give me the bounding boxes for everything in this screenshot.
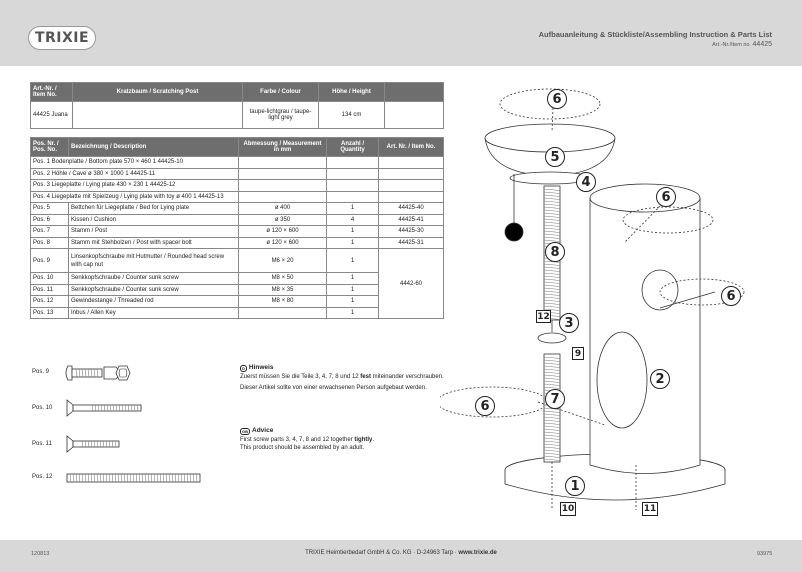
screw-label-11: Pos. 11: [32, 441, 52, 447]
german-flag-icon: D: [242, 365, 245, 371]
product-empty: [385, 102, 444, 129]
countersunk-screw-short-icon: [64, 433, 144, 455]
table-row: Pos. 7 Stamm / Post ø 120 × 600 1 44425-30: [31, 226, 444, 238]
table-row: Pos. 8 Stamm mit Stehbolzen / Post with spacer bolt ø 120 × 600 1 44425-31: [31, 237, 444, 249]
note-text-gb-2: This product should be assembled by an adult.: [240, 445, 365, 451]
brand-name: TRIXIE: [34, 30, 90, 46]
brand-logo: [28, 26, 96, 50]
col-height: Höhe / Height: [319, 83, 385, 102]
table-row: Pos. 5 Bettchen für Liegeplatte / Bed for Lying plate ø 400 1 44425-40: [31, 203, 444, 215]
note-text-de-2: Dieser Artikel sollte von einer erwachsenen Person aufgebaut werden.: [240, 385, 427, 391]
col-desc: Bezeichnung / Description: [69, 138, 239, 157]
cave-top: [590, 184, 700, 212]
screw-label-9: Pos. 9: [32, 369, 50, 375]
product-item-no: 44425 Juana: [31, 102, 73, 129]
callout-2: 2: [650, 369, 670, 389]
countersunk-screw-long-icon: [64, 397, 144, 419]
bottom-plate-edge: [505, 470, 725, 500]
callout-3: 3: [559, 313, 579, 333]
product-height: 134 cm: [319, 102, 385, 129]
article-number: Art.-Nr./Item no. 44425: [712, 41, 772, 48]
cave-body: [590, 198, 700, 474]
screw-label-10: Pos. 10: [32, 405, 53, 411]
table-row: Pos. 9 Linsenkopfschraube mit Hutmutter / Rounded head screw with cap nut M6 × 20 1 4442-60: [31, 249, 444, 273]
table-row: Pos. 3 Liegeplatte / Lying plate 430 × 230 1 44425-12: [31, 180, 444, 192]
footer-bar: [0, 540, 802, 572]
table-row: Pos. 1 Bodenplatte / Bottom plate 570 × 460 1 44425-10: [31, 157, 444, 169]
note-heading-de: D Hinweis: [242, 364, 274, 371]
table-row: Pos. 2 Höhle / Cave ø 380 × 1000 1 44425-11: [31, 168, 444, 180]
website-link[interactable]: www.trixie.de: [458, 550, 497, 556]
table-row: Pos. 11 Senkkopfschraube / Counter sunk screw M8 × 35 1: [31, 284, 444, 296]
screw-label-12: Pos. 12: [32, 474, 53, 480]
table-row: Pos. 6 Kissen / Cushion ø 350 4 44425-41: [31, 214, 444, 226]
note-text-de-1: Zuerst müssen Sie die Teile 3, 4, 7, 8 und 12 fest miteinander verschrauben.: [240, 373, 444, 380]
callout-11: 11: [643, 504, 657, 514]
assembly-diagram: [440, 70, 802, 538]
toy-ball: [505, 223, 523, 241]
merged-item-no: 4442-60: [379, 249, 444, 319]
col-dim: Abmessung / Measurement in mm: [239, 138, 327, 157]
callout-1: 1: [565, 476, 585, 496]
middle-plate: [538, 333, 566, 343]
callout-6: 6: [547, 89, 567, 109]
callout-10: 10: [561, 504, 575, 514]
callout-6: 6: [475, 396, 495, 416]
col-qty: Anzahl / Quantity: [327, 138, 379, 157]
callout-5: 5: [545, 147, 565, 167]
col-item: Art. Nr. / Item No.: [379, 138, 444, 157]
product-colour: taupe-lichtgrau / taupe-light grey: [243, 102, 319, 129]
callout-8: 8: [545, 242, 565, 262]
british-flag-icon: GB: [242, 428, 248, 434]
table-row: Pos. 13 Inbus / Allen Key 1: [31, 307, 444, 319]
footer-company: TRIXIE Heimtierbedarf GmbH & Co. KG · D-24963 Tarp · www.trixie.de: [305, 550, 497, 556]
callout-6: 6: [656, 187, 676, 207]
footer-number: 93975: [757, 551, 773, 557]
threaded-rod-icon: [64, 468, 204, 488]
col-colour: Farbe / Colour: [243, 83, 319, 102]
document-title: Aufbauanleitung & Stückliste/Assembling Instruction & Parts List: [538, 30, 772, 39]
english-note: [240, 427, 450, 453]
callout-9: 9: [572, 347, 584, 360]
col-empty: [385, 83, 444, 102]
table-row: Pos. 10 Senkkopfschraube / Counter sunk screw M8 × 50 1: [31, 273, 444, 285]
col-item-no: Art.-Nr. / Item No.: [31, 83, 73, 102]
note-text-gb-1: First screw parts 3, 4, 7, 8 and 12 together tightly.: [240, 436, 375, 443]
col-name: Kratzbaum / Scratching Post: [73, 83, 243, 102]
callout-4: 4: [576, 172, 596, 192]
col-pos: Pos. Nr. / Pos. No.: [31, 138, 69, 157]
footer-code: 120813: [31, 551, 50, 557]
product-name: [73, 102, 243, 129]
callout-12: 12: [537, 312, 550, 322]
callout-6: 6: [721, 286, 741, 306]
table-row: Pos. 4 Liegeplatte mit Spielzeug / Lying plate with toy ø 400 1 44425-13: [31, 191, 444, 203]
note-heading-gb: GB Advice: [242, 427, 274, 434]
rounded-screw-icon: [64, 362, 134, 384]
table-row: Pos. 12 Gewindestange / Threaded rod M8 × 80 1: [31, 296, 444, 308]
german-note: [240, 364, 450, 393]
callout-7: 7: [545, 389, 565, 409]
parts-table: [30, 137, 444, 319]
product-table: [30, 82, 444, 129]
